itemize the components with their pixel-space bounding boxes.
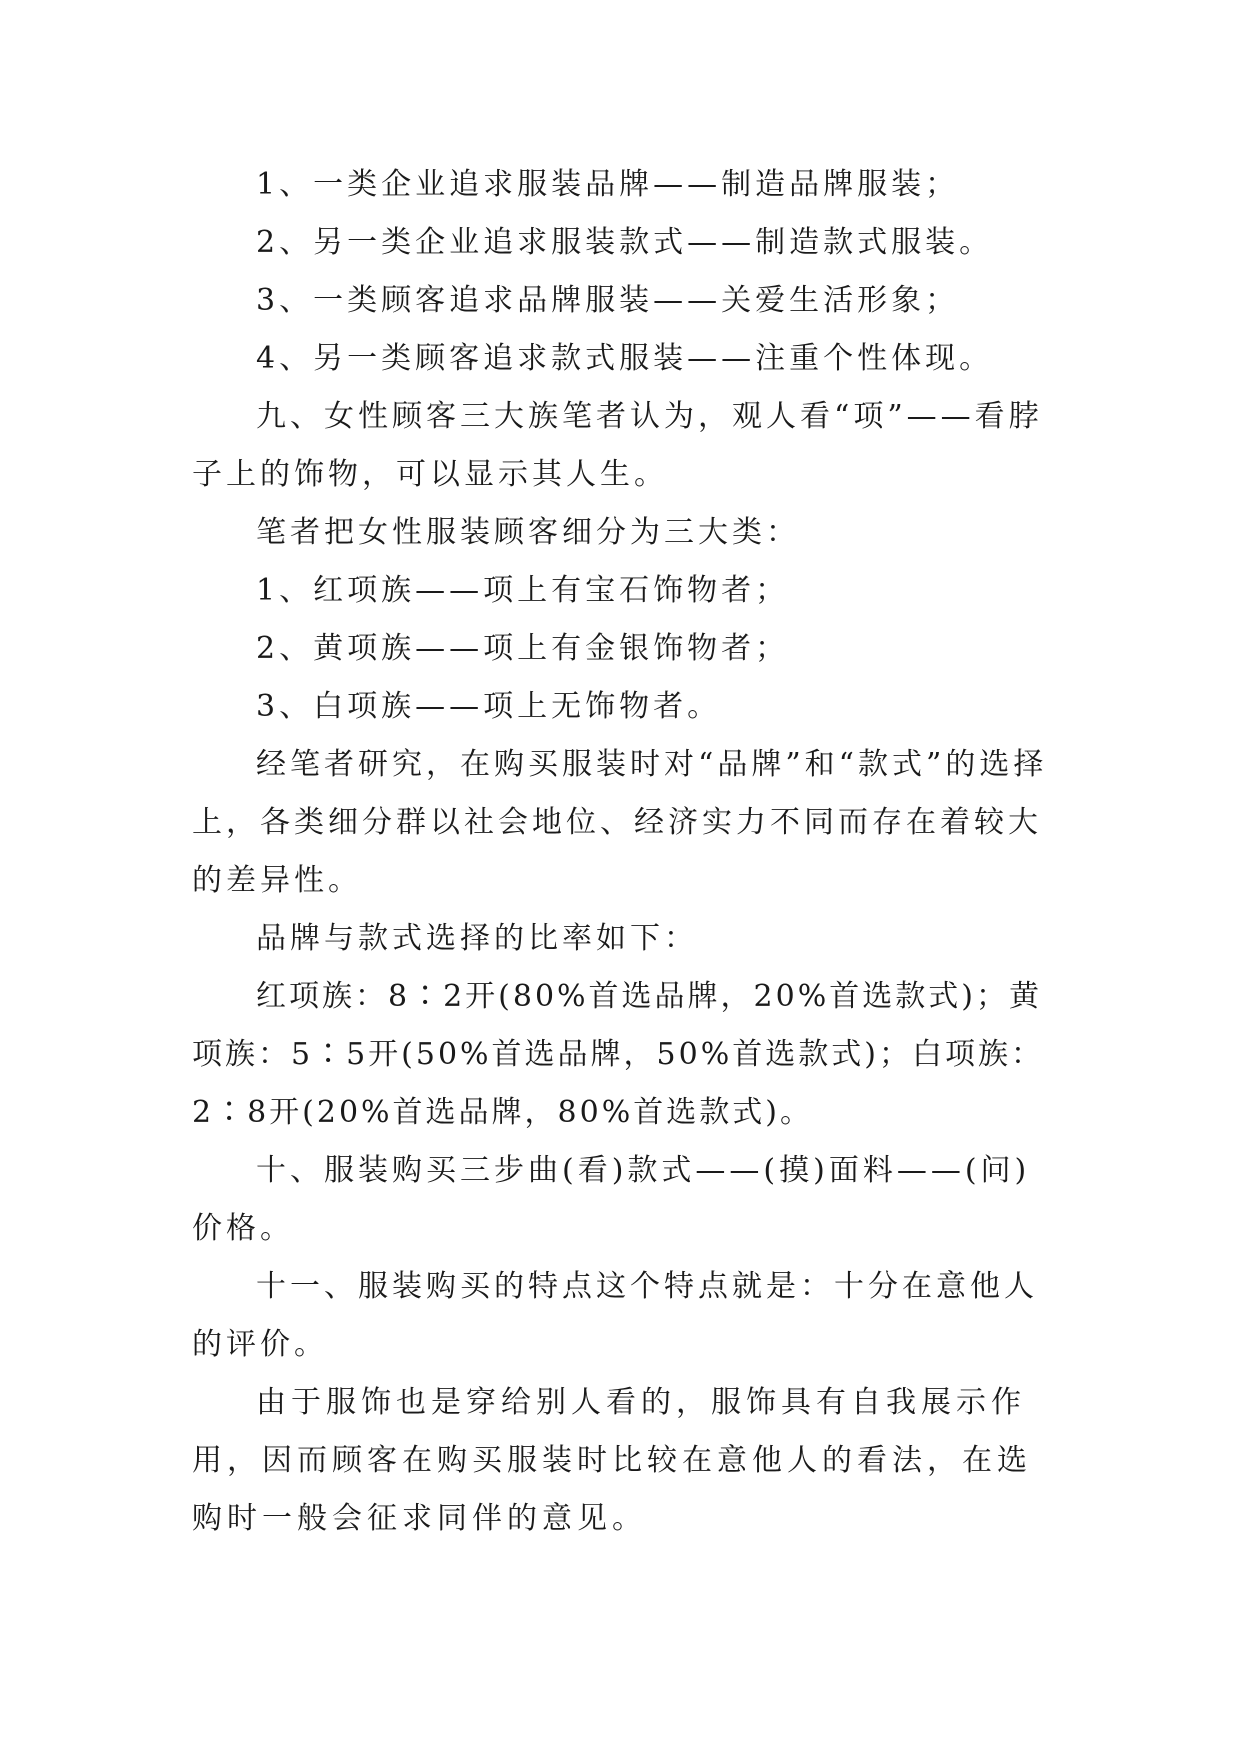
research-paragraph: 经笔者研究，在购买服装时对“品牌”和“款式”的选择上，各类细分群以社会地位、经济实力不同而存在着较大的差异性。	[192, 747, 1048, 898]
list-item-customer-brand: 3、一类顾客追求品牌服装——关爱生活形象；	[256, 283, 960, 318]
document-body	[192, 156, 1058, 1548]
ratio-intro-paragraph: 品牌与款式选择的比率如下：	[256, 921, 698, 956]
section-ten-paragraph: 十、服装购买三步曲(看)款式——(摸)面料——(问)价格。	[192, 1153, 1031, 1246]
list-item-enterprise-brand: 1、一类企业追求服装品牌——制造品牌服装；	[256, 167, 960, 202]
closing-paragraph: 由于服饰也是穿给别人看的，服饰具有自我展示作用，因而顾客在购买服装时比较在意他人的看法，在选购时一般会征求同伴的意见。	[192, 1385, 1032, 1536]
ratio-details-paragraph: 红项族：8∶2开(80%首选品牌，20%首选款式)；黄项族：5∶5开(50%首选品牌，50%首选款式)；白项族：2∶8开(20%首选品牌，80%首选款式)。	[192, 979, 1044, 1130]
list-item-enterprise-style: 2、另一类企业追求服装款式——制造款式服装。	[256, 225, 994, 260]
classification-intro-paragraph: 笔者把女性服装顾客细分为三大类：	[256, 515, 800, 550]
list-item-white-group: 3、白项族——项上无饰物者。	[256, 689, 722, 724]
list-item-yellow-group: 2、黄项族——项上有金银饰物者；	[256, 631, 790, 666]
section-eleven-paragraph: 十一、服装购买的特点这个特点就是：十分在意他人的评价。	[192, 1269, 1038, 1362]
list-item-customer-style: 4、另一类顾客追求款式服装——注重个性体现。	[256, 341, 994, 376]
list-item-red-group: 1、红项族——项上有宝石饰物者；	[256, 573, 790, 608]
section-nine-paragraph: 九、女性顾客三大族笔者认为，观人看“项”——看脖子上的饰物，可以显示其人生。	[192, 399, 1043, 492]
